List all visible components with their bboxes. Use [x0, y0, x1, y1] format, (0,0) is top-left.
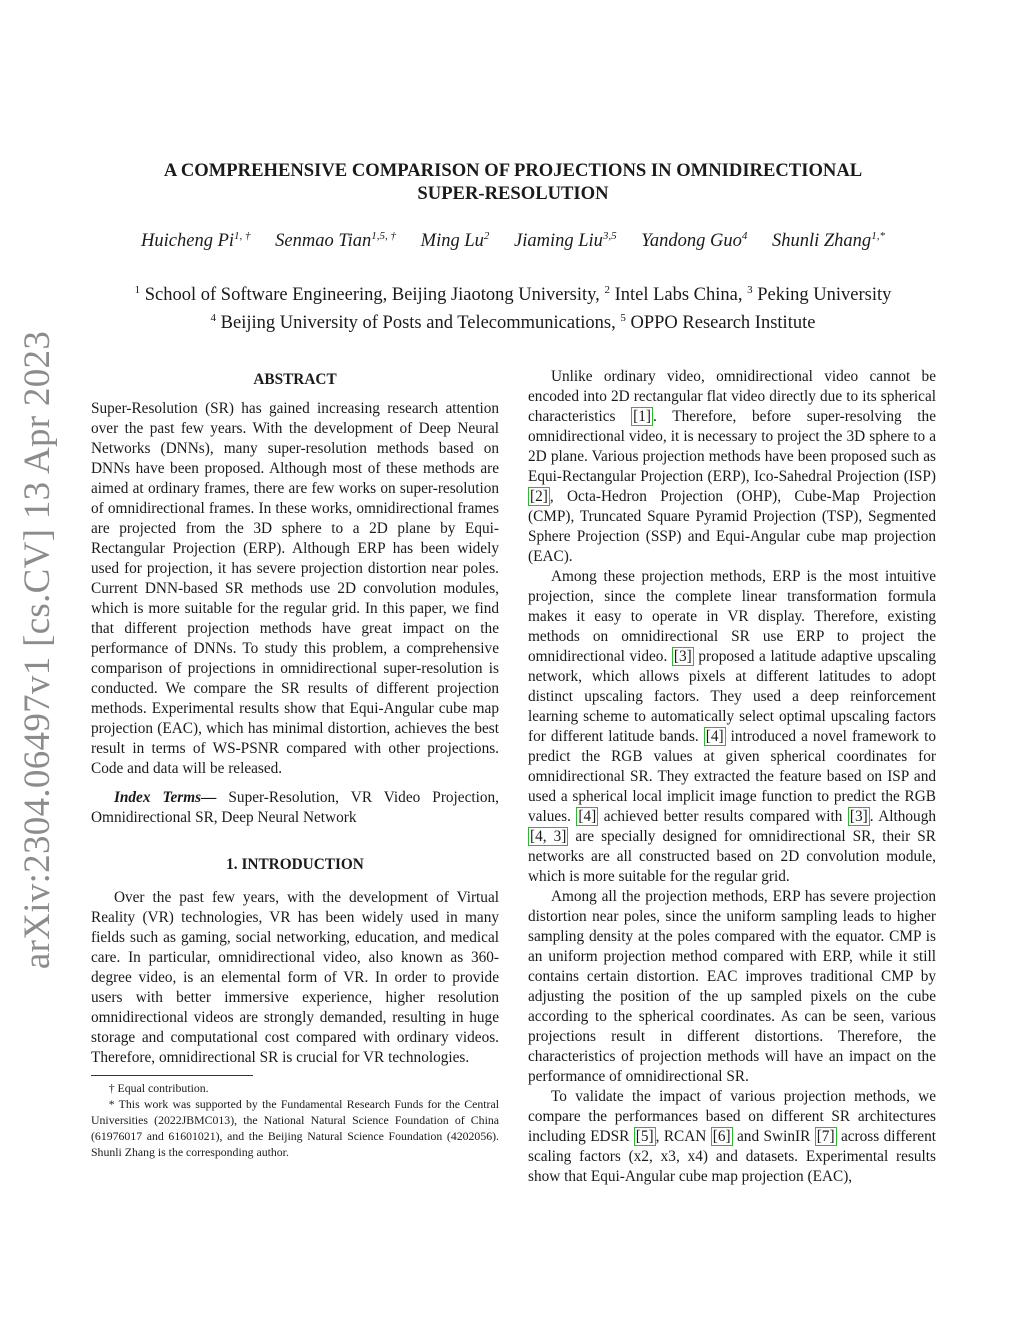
- footnote-equal-contribution: † Equal contribution.: [108, 1081, 209, 1095]
- footnote-rule: [91, 1075, 253, 1076]
- citation-link[interactable]: [6]: [712, 1128, 731, 1145]
- intro-paragraph-1: Over the past few years, with the development of Virtual Reality (VR) technologies, VR has been widely used in many fields such as gaming, social networking, education, and medical care. In particular, omnidirectional video, also known as 360-degree video, is an elemental form of VR. In order to provide users with better immersive experience, higher resolution omnidirectional videos are strongly demanded, resulting in huge storage and computational cost compared with ordinary videos. Therefore, omnidirectional SR is crucial for VR technologies.: [91, 889, 499, 1066]
- author-2: Senmao Tian$^{1,5, \dagger}$: [275, 230, 397, 252]
- intro-heading: 1. INTRODUCTION: [226, 856, 364, 873]
- affiliations: [92, 279, 934, 335]
- index-terms-text: Super-Resolution, VR Video Projection, Omnidirectional SR, Deep Neural Network: [91, 789, 500, 826]
- citation-link[interactable]: [3]: [673, 648, 692, 665]
- citation-link[interactable]: [4, 3]: [530, 828, 567, 845]
- right-column: [528, 367, 936, 1187]
- citation-link[interactable]: [7]: [816, 1128, 835, 1145]
- right-paragraph-3: Among all the projection methods, ERP has severe projection distortion near poles, since the uniform sampling leads to higher sampling density at the poles compared with the equator. CMP is an uniform projection method compared with ERP, while it still contains certain distortion. EAC improves traditional CMP by adjusting the position of the up sampled pixels on the cube according to the spherical coordinates. As can be seen, various projections result in different distortions. Therefore, the characteristics of projection methods will have an impact on the performance of omnidirectional SR.: [528, 888, 936, 1085]
- author-1: Huicheng $Pi^{1, \dagger}$: [141, 230, 251, 252]
- index-terms: [91, 788, 499, 828]
- right-paragraph-2: Among these projection methods, ERP is the most intuitive projection, since the complete linear transformation formula makes it easy to operate in VR display. Therefore, existing methods on omnidirectional SR use ERP to project the omnidirectional video. [3] proposed a latitude adaptive upscaling network, which allows pixels at different latitudes to adopt distinct upscaling factors. They used a deep reinforcement learning scheme to automatically select optimal upscaling factors for different latitude bands. [4] introduced a novel framework to predict the RGB values at given spherical coordinates for omnidirectional SR. They extracted the feature based on ISP and used a spherical local implicit image function to predict the RGB values. [4] achieved better results compared with [3] . Although [4, 3] are specially designed for omnidirectional SR, their SR networks are all constructed based on 2D convolution module, which is more suitable for the regular grid.: [528, 568, 937, 885]
- citation-link[interactable]: [1]: [633, 408, 652, 425]
- paper-title: [92, 159, 934, 205]
- title-line-2: SUPER-RESOLUTION: [417, 183, 609, 204]
- citation-link[interactable]: [3]: [849, 808, 868, 825]
- author-list: [92, 230, 934, 252]
- author-5: Yandong Guo$^4$: [641, 230, 748, 252]
- affiliation-line-2: $^4$ Beijing University of Posts and Telecommunications, $^5$ OPPO Research Institute: [210, 312, 816, 334]
- arxiv-watermark: arXiv:2304.06497v1 [cs.CV] 13 Apr 2023: [17, 330, 58, 970]
- author-4: Jiaming Liu$^{3,5}$: [514, 230, 617, 252]
- citation-link[interactable]: [5]: [635, 1128, 654, 1145]
- title-line-1: A COMPREHENSIVE COMPARISON OF PROJECTIONS IN OMNIDIRECTIONAL: [163, 160, 863, 181]
- footnote-funding: * This work was supported by the Fundamental Research Funds for the Central Universities (2022JBMC013), the National Natural Science Foundation of China (61976017 and 61601021), and the Beijing Natural Science Foundation (4202056). Shunli Zhang is the corresponding author.: [91, 1097, 499, 1159]
- affiliation-line-1: $^1$ School of Software Engineering, Beijing Jiaotong University, $^2$ Intel Labs China, $^3$ Peking University: [134, 284, 892, 306]
- abstract-heading: ABSTRACT: [253, 371, 337, 388]
- index-terms-label: Index Terms—: [113, 789, 217, 806]
- right-paragraph-4: To validate the impact of various projection methods, we compare the performances based on different SR architectures including EDSR [5] , RCAN [6] and SwinIR [7] across different scaling factors (x2, x3, x4) and datasets. Experimental results show that Equi-Angular cube map projection (EAC),: [528, 1088, 936, 1185]
- author-6: Shunli Zhang$^{1,*}$: [771, 230, 885, 252]
- citation-link[interactable]: [4]: [578, 808, 597, 825]
- left-column: [91, 367, 499, 1160]
- abstract-text: Super-Resolution (SR) has gained increasing research attention over the past few years. With the development of Deep Neural Networks (DNNs), many super-resolution methods based on DNNs have been proposed. Although most of these methods are aimed at ordinary frames, there are few works on super-resolution of omnidirectional frames. In these works, omnidirectional frames are projected from the 3D sphere to a 2D plane by Equi-Rectangular Projection (ERP). Although ERP has been widely used for projection, it has severe projection distortion near poles. Current DNN-based SR methods use 2D convolution modules, which is more suitable for the regular grid. In this paper, we find that different projection methods have great impact on the performance of DNNs. To study this problem, a comprehensive comparison of projections in omnidirectional super-resolution is conducted. We compare the SR results of different projection methods. Experimental results show that Equi-Angular cube map projection (EAC), which has minimal distortion, achieves the best result in terms of WS-PSNR compared with other projections. Code and data will be released.: [91, 400, 499, 777]
- citation-link[interactable]: [4]: [705, 728, 724, 745]
- author-3: Ming Lu$^2$: [420, 230, 490, 252]
- citation-link[interactable]: [2]: [530, 488, 548, 505]
- right-paragraph-1: Unlike ordinary video, omnidirectional video cannot be encoded into 2D rectangular flat video directly due to its spherical characteristics [1] . Therefore, before super-resolving the omnidirectional video, it is necessary to project the 3D sphere to a 2D plane. Various projection methods have been proposed such as Equi-Rectangular Projection (ERP), Ico-Sahedral Projection (ISP) [2] , Octa-Hedron Projection (OHP), Cube-Map Projection (CMP), Truncated Square Pyramid Projection (TSP), Segmented Sphere Projection (SSP) and Equi-Angular cube map projection (EAC).: [528, 368, 936, 565]
